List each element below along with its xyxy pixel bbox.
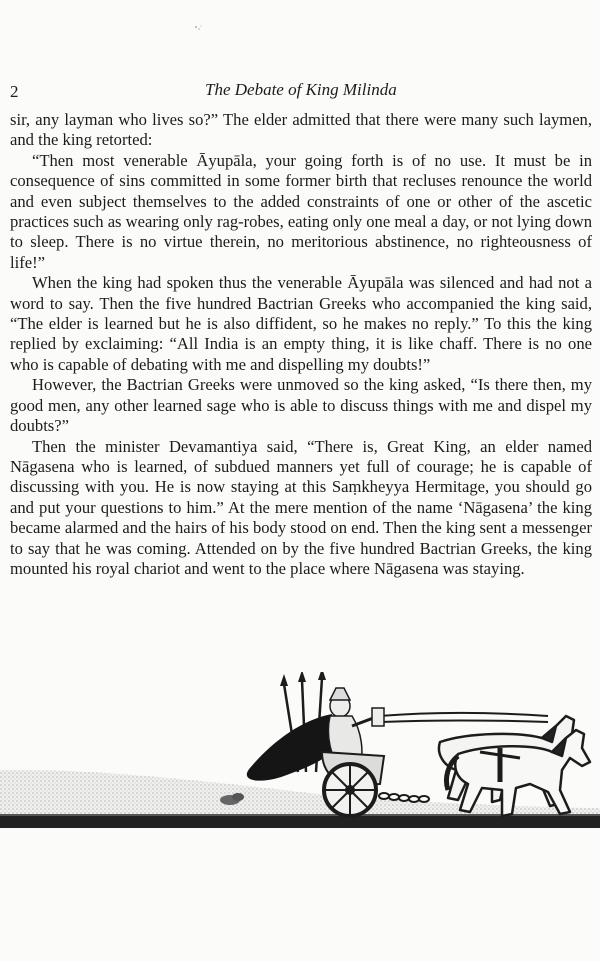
paragraph-3: When the king had spoken thus the venerable Āyupāla was silenced and had not a word to say. Then the five hundred Bactrian Greeks who accompanied the king said, “The elder is learned but he is also diffident, so he makes no reply.” To this the king replied by exclaiming: “All India is an empty thing, it is like chaff. There is no one who is capable of debating with me and dispelling my doubts!” bbox=[10, 273, 592, 374]
page-number: 2 bbox=[10, 82, 19, 101]
paragraph-5: Then the minister Devamantiya said, “There is, Great King, an elder named Nāgasena who is learned, of subdued manners yet full of courage; he is capable of discussing with you. He is now staying at this Saṃkheyya Hermitage, you should go and put your questions to him.” At the mere mention of the name ‘Nāgasena’ the king became alarmed and the hairs of his body stood on end. Then the king sent a messenger to say that he was coming. Attended on by the five hundred Bactrian Greeks, the king mounted his royal chariot and went to the place where Nāgasena was staying. bbox=[10, 436, 592, 578]
horses bbox=[439, 716, 590, 816]
body-text bbox=[10, 110, 592, 579]
paper-speck bbox=[193, 24, 203, 32]
chariot-illustration bbox=[0, 672, 600, 838]
chariot-wheel bbox=[324, 764, 376, 816]
running-title: The Debate of King Milinda bbox=[205, 80, 397, 99]
paragraph-2: “Then most venerable Āyupāla, your going forth is of no use. It must be in consequence of sins committed in some former birth that recluses renounce the world and even subject themselves to the added constraints of one or other of the ascetic practices such as wearing only rag-robes, eating only one meal a day, or not lying down to sleep. There is no virtue therein, no meritorious abstinence, no righteousness of life!” bbox=[10, 150, 592, 272]
reins bbox=[380, 713, 548, 722]
paragraph-1: sir, any layman who lives so?” The elder admitted that there were many such laymen, and the king retorted: bbox=[10, 110, 592, 150]
paragraph-4: However, the Bactrian Greeks were unmoved so the king asked, “Is there then, my good men, any other learned sage who is able to discuss things with me and dispel my doubts?” bbox=[10, 375, 592, 436]
